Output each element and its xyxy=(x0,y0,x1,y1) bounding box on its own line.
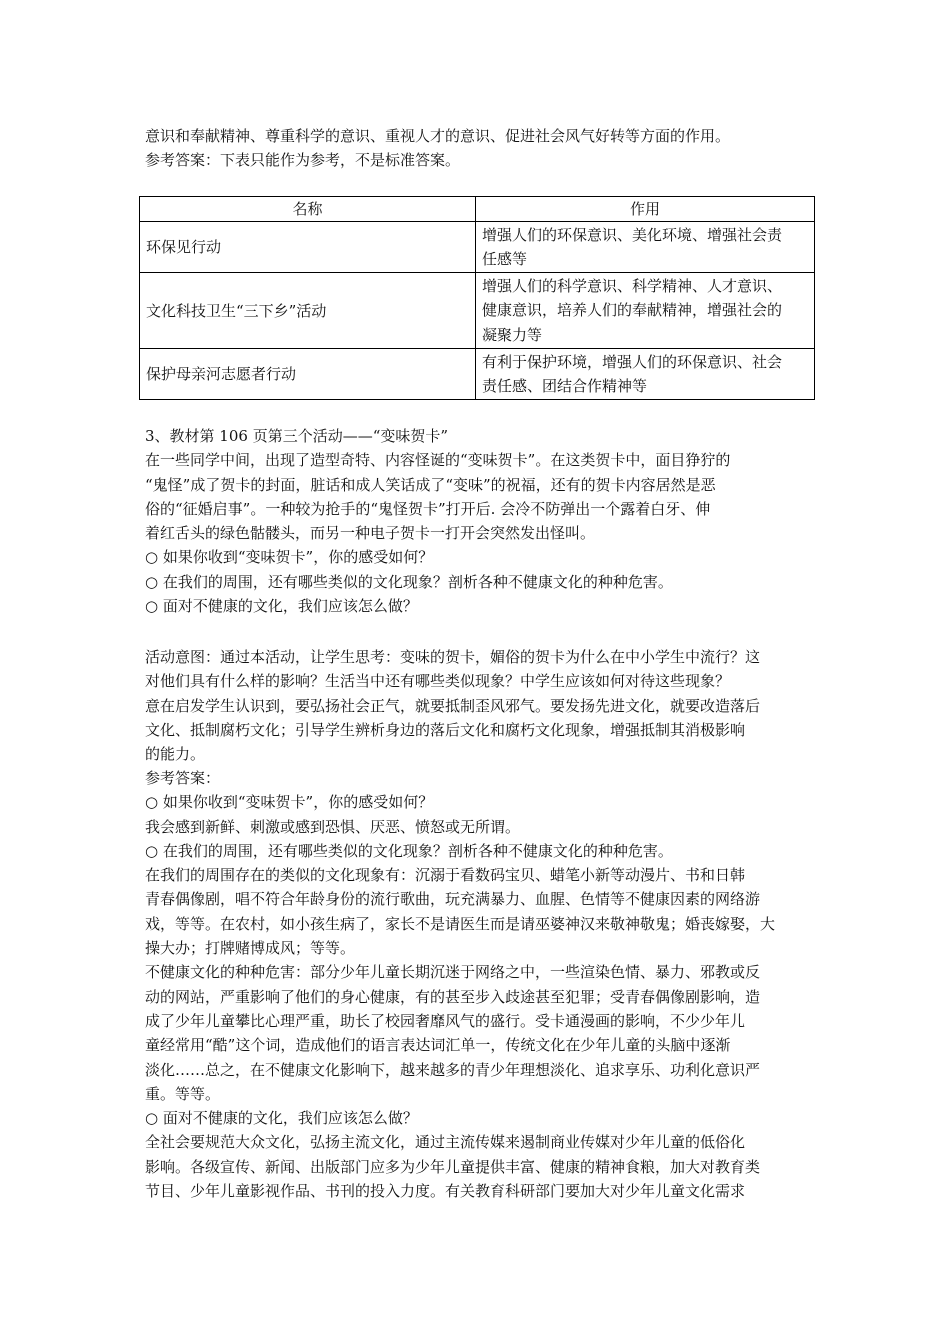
cell-name: 保护母亲河志愿者行动 xyxy=(140,349,476,400)
section-3 xyxy=(145,424,813,618)
text-line: 戏，等等。在农村，如小孩生病了，家长不是请医生而是请巫婆神汉来敬神敬鬼；婚丧嫁娶，大 xyxy=(145,914,776,933)
text-line: 责任感、团结合作精神等 xyxy=(481,377,647,395)
activity-intent xyxy=(145,645,813,766)
reference-table xyxy=(139,196,815,400)
text-line: 健康意识，培养人们的奉献精神，增强社会的 xyxy=(481,301,782,320)
text-line: ○ 在我们的周围，还有哪些类似的文化现象？剖析各种不健康文化的种种危害。 xyxy=(145,841,673,860)
reference-answers xyxy=(145,766,813,1203)
text-line: ○ 面对不健康的文化，我们应该怎么做？ xyxy=(145,1109,418,1128)
text-line: 任感等 xyxy=(481,250,527,268)
text-line: 俗的“征婚启事”。一种较为抢手的“鬼怪贺卡”打开后. 会冷不防弹出一个露着白牙、伸 xyxy=(145,499,711,518)
text-line: 凝聚力等 xyxy=(481,325,542,344)
table-header-row xyxy=(140,197,815,222)
text-line: 节目、少年儿童影视作品、书刊的投入力度。有关教育科研部门要加大对少年儿童文化需求 xyxy=(145,1182,746,1201)
table-row xyxy=(140,273,815,349)
cell-effect xyxy=(475,222,814,273)
text-line: 参考答案：下表只能作为参考，不是标准答案。 xyxy=(145,151,461,170)
text-line: 活动意图：通过本活动，让学生思考：变味的贺卡，媚俗的贺卡为什么在中小学生中流行？这 xyxy=(145,648,761,666)
table-row xyxy=(140,349,815,400)
text-line: 动的网站，严重影响了他们的身心健康，有的甚至步入歧途甚至犯罪；受青春偶像剧影响，造 xyxy=(145,987,761,1006)
text-line: 青春偶像剧，唱不符合年龄身份的流行歌曲，玩充满暴力、血腥、色情等不健康因素的网络游 xyxy=(145,890,761,909)
text-line: 的能力。 xyxy=(145,745,206,764)
question-item: ○ 面对不健康的文化，我们应该怎么做？ xyxy=(145,597,418,616)
text-line: 童经常用“酷”这个词，造成他们的语言表达词汇单一，传统文化在少年儿童的头脑中逐渐 xyxy=(145,1036,731,1055)
text-line: 增强人们的环保意识、美化环境、增强社会责 xyxy=(481,225,782,244)
text-line: 参考答案： xyxy=(145,769,221,787)
intro-paragraph xyxy=(145,124,813,173)
question-item: ○ 在我们的周围，还有哪些类似的文化现象？剖析各种不健康文化的种种危害。 xyxy=(145,572,673,591)
cell-name: 文化科技卫生“三下乡”活动 xyxy=(140,273,476,349)
text-line: 文化、抵制腐朽文化；引导学生辨析身边的落后文化和腐朽文化现象，增强抵制其消极影响 xyxy=(145,720,746,739)
text-line: 着红舌头的绿色骷髅头，而另一种电子贺卡一打开会突然发出怪叫。 xyxy=(145,524,596,543)
text-line: 在我们的周围存在的类似的文化现象有：沉溺于看数码宝贝、蜡笔小新等动漫片、书和日韩 xyxy=(145,866,746,885)
text-line: 操大办；打牌赌博成风；等等。 xyxy=(145,939,356,958)
column-header-effect: 作用 xyxy=(475,197,814,222)
text-line: 在一些同学中间，出现了造型奇特、内容怪诞的“变味贺卡”。在这类贺卡中，面目狰狞的 xyxy=(145,451,731,470)
text-line: 对他们具有什么样的影响？生活当中还有哪些类似现象？中学生应该如何对待这些现象？ xyxy=(145,672,731,691)
text-line: 成了少年儿童攀比心理严重，助长了校园奢靡风气的盛行。受卡通漫画的影响，不少少年儿 xyxy=(145,1011,746,1030)
column-header-name: 名称 xyxy=(140,197,476,222)
text-line: 我会感到新鲜、刺激或感到恐惧、厌恶、愤怒或无所谓。 xyxy=(145,817,521,836)
text-line: 不健康文化的种种危害：部分少年儿童长期沉迷于网络之中，一些渲染色情、暴力、邪教或反 xyxy=(145,963,761,982)
text-line: 淡化……总之，在不健康文化影响下，越来越多的青少年理想淡化、追求享乐、功利化意识严 xyxy=(145,1060,761,1079)
section-title: 3、教材第 106 页第三个活动——“变味贺卡” xyxy=(145,427,449,445)
text-line: “鬼怪”成了贺卡的封面，脏话和成人笑话成了“变味”的祝福，还有的贺卡内容居然是恶 xyxy=(145,475,716,494)
text-line: 重。等等。 xyxy=(145,1084,221,1103)
text-line: 增强人们的科学意识、科学精神、人才意识、 xyxy=(481,277,782,296)
cell-effect xyxy=(475,273,814,349)
text-line: 影响。各级宣传、新闻、出版部门应多为少年儿童提供丰富、健康的精神食粮，加大对教育类 xyxy=(145,1157,761,1176)
cell-name: 环保见行动 xyxy=(140,222,476,273)
cell-effect xyxy=(475,349,814,400)
question-item: ○ 如果你收到“变味贺卡”，你的感受如何？ xyxy=(145,548,434,567)
text-line: 意在启发学生认识到，要弘扬社会正气，就要抵制歪风邪气。要发扬先进文化，就要改造落后 xyxy=(145,696,761,715)
text-line: 意识和奉献精神、尊重科学的意识、重视人才的意识、促进社会风气好转等方面的作用。 xyxy=(145,127,731,145)
table-row xyxy=(140,222,815,273)
text-line: ○ 如果你收到“变味贺卡”，你的感受如何？ xyxy=(145,793,434,812)
text-line: 全社会要规范大众文化，弘扬主流文化，通过主流传媒来遏制商业传媒对少年儿童的低俗化 xyxy=(145,1133,746,1152)
text-line: 有利于保护环境，增强人们的环保意识、社会 xyxy=(481,352,782,371)
